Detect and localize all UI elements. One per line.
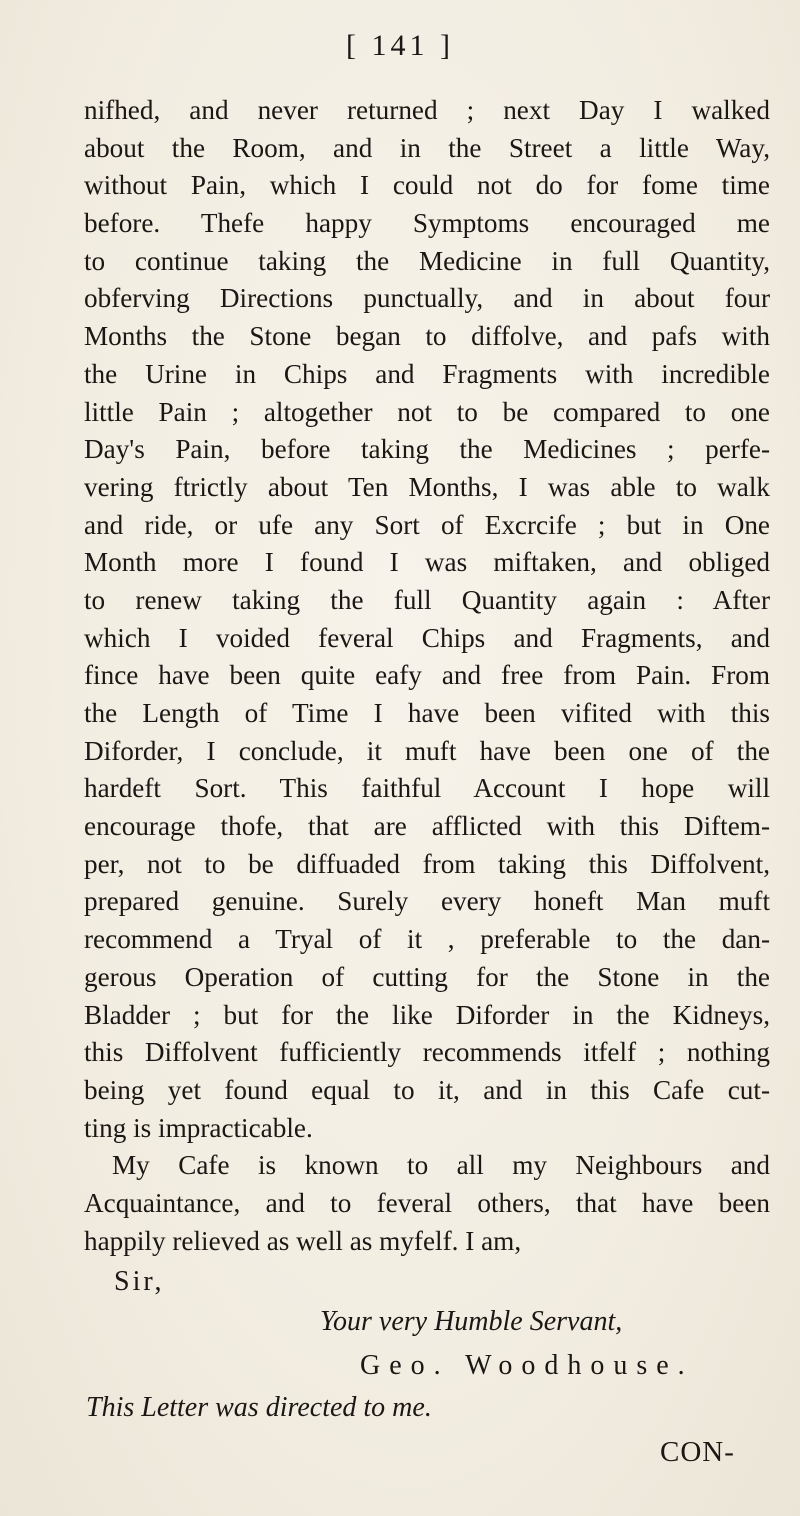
salutation: Sir, xyxy=(114,1266,165,1297)
text-line: fince have been quite eafy and free from Pain. From xyxy=(84,660,770,691)
text-line: which I voided feveral Chips and Fragments, and xyxy=(84,622,770,653)
text-line: and ride, or ufe any Sort of Excrcife ; but in One xyxy=(84,509,770,540)
text-line: this Diffolvent fufficiently recommends itfelf ; nothing xyxy=(84,1037,770,1068)
text-line: the Length of Time I have been vifited with this xyxy=(84,698,770,728)
letter-body xyxy=(84,92,770,1260)
text-line: prepared genuine. Surely every honeft Man muft xyxy=(84,886,770,917)
text-line: the Urine in Chips and Fragments with incredible xyxy=(84,358,770,389)
text-line: per, not to be diffuaded from taking this Diffolvent, xyxy=(84,848,770,879)
text-line: happily relieved as well as myfelf. I am, xyxy=(84,1225,522,1256)
signature: Geo. Woodhouse. xyxy=(360,1350,694,1381)
text-line: nifhed, and never returned ; next Day I walked xyxy=(84,95,770,125)
text-line: vering ftrictly about Ten Months, I was able to walk xyxy=(84,471,770,502)
page-number: [ 141 ] xyxy=(346,29,454,62)
text-line: Months the Stone began to diffolve, and pafs with xyxy=(84,321,770,352)
catchword: CON- xyxy=(660,1436,735,1468)
text-line: encourage thofe, that are afflicted with this Diftem- xyxy=(84,811,770,842)
text-line: My Cafe is known to all my Neighbours and xyxy=(112,1150,770,1181)
text-line: to renew taking the full Quantity again : After xyxy=(84,584,770,615)
text-line: being yet found equal to it, and in this Cafe cut- xyxy=(84,1074,770,1105)
text-line: little Pain ; altogether not to be compared to one xyxy=(84,396,770,427)
text-line: Bladder ; but for the like Diforder in the Kidneys, xyxy=(84,999,770,1030)
text-line: before. Thefe happy Symptoms encouraged me xyxy=(84,208,770,239)
footnote: This Letter was directed to me. xyxy=(86,1392,432,1423)
text-line: Month more I found I was miftaken, and obliged xyxy=(84,547,770,578)
text-line: without Pain, which I could not do for fome time xyxy=(84,170,770,201)
text-line: ting is impracticable. xyxy=(84,1112,313,1143)
text-line: to continue taking the Medicine in full Quantity, xyxy=(84,245,770,276)
text-line: gerous Operation of cutting for the Stone in the xyxy=(84,961,770,992)
text-line: obferving Directions punctually, and in about four xyxy=(84,283,770,314)
text-line: Acquaintance, and to feveral others, that have been xyxy=(84,1187,770,1218)
text-line: about the Room, and in the Street a little Way, xyxy=(84,132,770,163)
text-line: hardeft Sort. This faithful Account I hope will xyxy=(84,773,770,804)
closing-line: Your very Humble Servant, xyxy=(320,1306,623,1337)
text-line: Diforder, I conclude, it muft have been one of the xyxy=(84,735,770,766)
text-line: Day's Pain, before taking the Medicines ; perfe- xyxy=(84,434,770,465)
text-line: recommend a Tryal of it , preferable to the dan- xyxy=(84,924,770,955)
